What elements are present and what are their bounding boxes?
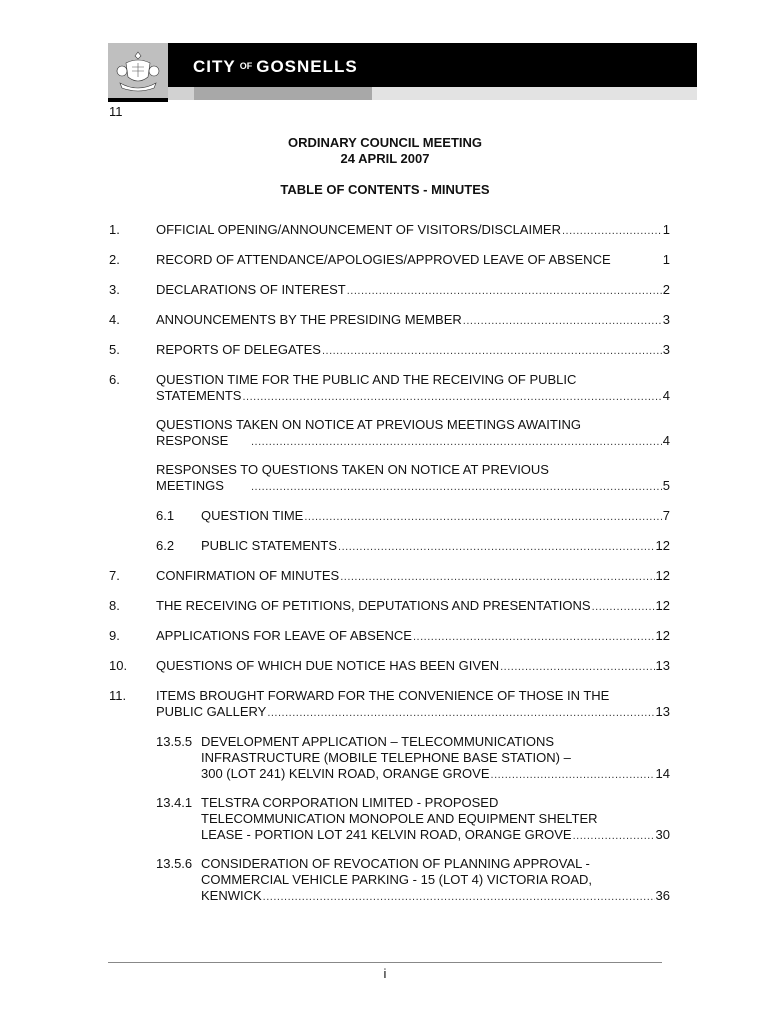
toc-entry-page: 2 [662, 282, 670, 297]
toc-entry-text: PUBLIC GALLERY [156, 704, 267, 719]
toc-entry-page: 13 [655, 704, 670, 719]
toc-entry-code: 13.4.1 [156, 795, 193, 810]
toc-entry-page: 13 [655, 658, 670, 673]
footer-divider [108, 962, 662, 963]
toc-entry-text: STATEMENTS [156, 388, 242, 403]
toc-entry-text: APPLICATIONS FOR LEAVE OF ABSENCE [156, 628, 412, 643]
toc-entry-number: 10. [109, 658, 128, 673]
toc-entry-page: 14 [655, 766, 670, 781]
toc-entry-text: COMMERCIAL VEHICLE PARKING - 15 (LOT 4) VICTORIA ROAD, [201, 872, 593, 887]
toc-entry-text: REPORTS OF DELEGATES [156, 342, 321, 357]
toc-entry-number: 8. [109, 598, 120, 613]
toc-entry-number: 7. [109, 568, 120, 583]
toc-entry-page: 1 [662, 252, 670, 267]
toc-entry-page: 12 [655, 628, 670, 643]
toc-entry-text: TELSTRA CORPORATION LIMITED - PROPOSED [201, 795, 499, 810]
toc-entry-code: 13.5.5 [156, 734, 193, 749]
banner-of: OF [239, 61, 253, 71]
toc-entry-text: CONFIRMATION OF MINUTES [156, 568, 340, 583]
toc-entry-text: 300 (LOT 241) KELVIN ROAD, ORANGE GROVE [201, 766, 490, 781]
toc-entry-text: QUESTION TIME [201, 508, 304, 523]
toc-title: TABLE OF CONTENTS - MINUTES [280, 182, 490, 197]
toc-entry-page: 30 [655, 827, 670, 842]
toc-entry-text: RECORD OF ATTENDANCE/APOLOGIES/APPROVED LEAVE OF ABSENCE [156, 252, 611, 267]
toc-entry-number: 2. [109, 252, 120, 267]
decorative-bar [108, 98, 168, 102]
toc-entry-text: QUESTIONS TAKEN ON NOTICE AT PREVIOUS MEETINGS AWAITING [156, 417, 581, 432]
decorative-bar [194, 87, 372, 100]
toc-entry-text: MEETINGS [156, 478, 224, 493]
toc-entry-number: 9. [109, 628, 120, 643]
toc-entry-text: DECLARATIONS OF INTEREST [156, 282, 346, 297]
meeting-title-text: ORDINARY COUNCIL MEETING [287, 135, 483, 150]
decorative-bar [372, 87, 697, 100]
toc-entry-number: 3. [109, 282, 120, 297]
toc-entry-page: 4 [662, 433, 670, 448]
toc-entry-page: 12 [655, 598, 670, 613]
toc-entry-page: 5 [662, 478, 670, 493]
toc-entry-page: 4 [662, 388, 670, 403]
banner-city: CITY [193, 57, 236, 76]
toc-entry-page: 12 [655, 538, 670, 553]
toc-entry-code: 6.1 [156, 508, 175, 523]
toc-entry-text: ANNOUNCEMENTS BY THE PRESIDING MEMBER [156, 312, 462, 327]
toc-entry-text: OFFICIAL OPENING/ANNOUNCEMENT OF VISITORS/DISCLAIMER [156, 222, 561, 237]
toc-entry-text: QUESTION TIME FOR THE PUBLIC AND THE RECEIVING OF PUBLIC [156, 372, 577, 387]
toc-entry-text: DEVELOPMENT APPLICATION – TELECOMMUNICATIONS [201, 734, 554, 749]
footer-page-number: i [383, 966, 387, 981]
toc-entry-text: KENWICK [201, 888, 262, 903]
toc-entry-page: 36 [655, 888, 670, 903]
toc-entry-text: CONSIDERATION OF REVOCATION OF PLANNING APPROVAL - [201, 856, 590, 871]
toc-entry-page: 7 [662, 508, 670, 523]
toc-entry-number: 11. [109, 688, 127, 703]
toc-entry-number: 4. [109, 312, 120, 327]
toc-entry-page: 3 [662, 312, 670, 327]
toc-entry-text: ITEMS BROUGHT FORWARD FOR THE CONVENIENCE OF THOSE IN THE [156, 688, 610, 703]
meeting-title [0, 135, 770, 167]
toc-entry-number: 5. [109, 342, 120, 357]
toc-entry-text: RESPONSE [156, 433, 229, 448]
page-reference: 11 [109, 104, 123, 119]
meeting-date: 24 APRIL 2007 [340, 151, 430, 166]
toc-entry-number: 1. [109, 222, 120, 237]
toc-entry-page: 12 [655, 568, 670, 583]
decorative-bar [168, 87, 194, 100]
toc-entry-page: 3 [662, 342, 670, 357]
toc-entry-text: THE RECEIVING OF PETITIONS, DEPUTATIONS AND PRESENTATIONS [156, 598, 591, 613]
toc-entry-number: 6. [109, 372, 120, 387]
toc-entry-text: PUBLIC STATEMENTS [201, 538, 338, 553]
toc-entry-text: TELECOMMUNICATION MONOPOLE AND EQUIPMENT SHELTER [201, 811, 598, 826]
toc-entry-code: 6.2 [156, 538, 175, 553]
toc-entry-text: INFRASTRUCTURE (MOBILE TELEPHONE BASE STATION) – [201, 750, 571, 765]
toc-entry-text: LEASE - PORTION LOT 241 KELVIN ROAD, ORANGE GROVE [201, 827, 572, 842]
banner-name: GOSNELLS [256, 57, 358, 76]
toc-entry-text: QUESTIONS OF WHICH DUE NOTICE HAS BEEN GIVEN [156, 658, 500, 673]
city-crest-logo [108, 43, 168, 100]
banner-title [193, 57, 358, 77]
crest-icon [114, 49, 162, 93]
toc-entry-code: 13.5.6 [156, 856, 193, 871]
toc-entry-page: 1 [662, 222, 670, 237]
toc-entry-text: RESPONSES TO QUESTIONS TAKEN ON NOTICE AT PREVIOUS [156, 462, 549, 477]
